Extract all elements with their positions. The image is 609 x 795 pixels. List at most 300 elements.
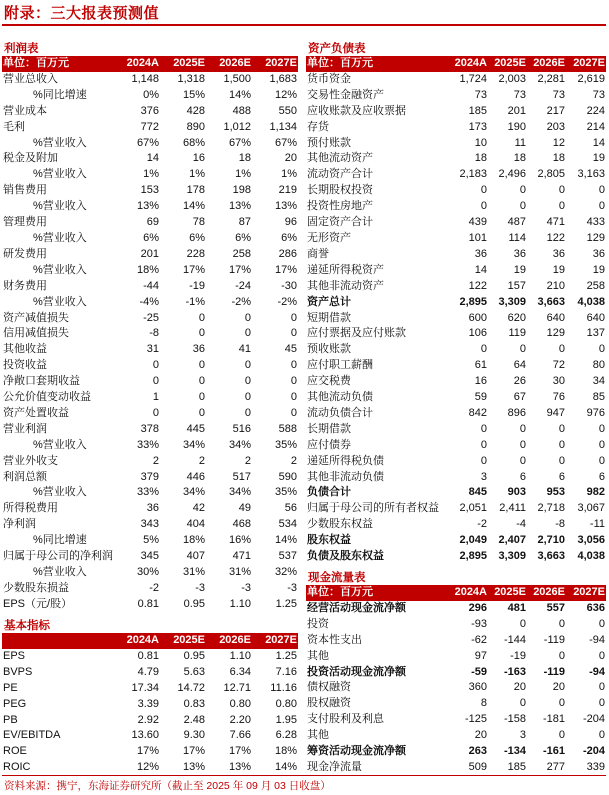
- table-row: [306, 406, 606, 422]
- row-label: ROIC: [3, 761, 31, 774]
- cell-value: 0: [244, 406, 251, 419]
- row-label: 货币资金: [307, 72, 351, 85]
- cell-value: 376: [140, 104, 159, 117]
- cell-value: 0: [198, 391, 205, 404]
- cell-value: 35%: [274, 438, 297, 451]
- cell-value: 1,134: [269, 120, 297, 133]
- table-row: [306, 279, 606, 295]
- cell-value: 1.10: [229, 597, 251, 610]
- cell-value: 101: [468, 231, 487, 244]
- year-header: 2024A: [446, 585, 488, 601]
- cell-value: 45: [284, 343, 297, 356]
- cell-value: 0.95: [183, 649, 205, 662]
- cell-value: 13%: [182, 761, 205, 774]
- cell-value: 33%: [136, 486, 159, 499]
- cell-value: 0.80: [229, 697, 251, 710]
- cell-value: 13%: [136, 200, 159, 213]
- table-row: [2, 470, 298, 486]
- cell-value: 0: [244, 359, 251, 372]
- income-statement-table: [2, 56, 298, 613]
- row-label: 预收账款: [307, 343, 351, 356]
- cell-value: 0: [558, 617, 565, 630]
- cell-value: 3,163: [577, 168, 605, 181]
- cell-value: 228: [186, 247, 205, 260]
- table-row: [306, 501, 606, 517]
- cell-value: 59: [474, 391, 487, 404]
- cell-value: 19: [552, 263, 565, 276]
- cell-value: -19: [189, 279, 205, 292]
- cell-value: 30%: [136, 566, 159, 578]
- cell-value: 32%: [274, 566, 297, 578]
- cell-value: 2,619: [577, 72, 605, 85]
- cell-value: 12%: [274, 88, 297, 101]
- row-label: 公允价值变动收益: [3, 391, 91, 404]
- cell-value: 14%: [228, 88, 251, 101]
- cell-value: 13%: [274, 200, 297, 213]
- cell-value: 277: [546, 760, 565, 773]
- cell-value: 0: [519, 184, 526, 197]
- cell-value: -11: [589, 518, 605, 531]
- cell-value: 16: [474, 375, 487, 388]
- cell-value: 72: [552, 359, 565, 372]
- cell-value: 14: [592, 136, 605, 149]
- cell-value: 68%: [182, 136, 205, 149]
- cell-value: 0: [598, 617, 605, 630]
- cell-value: 12.71: [223, 681, 251, 694]
- cell-value: 439: [468, 216, 487, 229]
- table-row: [2, 231, 298, 247]
- indicators-section-title: 基本指标: [4, 620, 50, 632]
- cell-value: 18%: [182, 534, 205, 547]
- cell-value: -158: [503, 713, 526, 726]
- cell-value: 137: [586, 327, 605, 340]
- row-label: %营业收入: [33, 136, 87, 149]
- cell-value: 842: [468, 406, 487, 419]
- cell-value: -119: [543, 665, 565, 678]
- cell-value: 590: [278, 470, 297, 483]
- cell-value: 2,049: [459, 534, 487, 547]
- table-row: [2, 279, 298, 295]
- cell-value: 0: [558, 729, 565, 742]
- cell-value: 0: [598, 200, 605, 213]
- row-label: 长期借款: [307, 422, 351, 435]
- cell-value: 20: [513, 681, 526, 694]
- cell-value: 0: [290, 391, 297, 404]
- cell-value: 36: [592, 247, 605, 260]
- cell-value: 214: [586, 120, 605, 133]
- cell-value: 953: [546, 486, 565, 499]
- cell-value: 18%: [274, 745, 297, 758]
- row-label: ROE: [3, 745, 27, 758]
- cell-value: 17%: [136, 745, 159, 758]
- year-header: 2027E: [252, 56, 298, 72]
- row-label: 营业利润: [3, 422, 47, 435]
- row-label: PB: [3, 713, 18, 726]
- cell-value: 203: [546, 120, 565, 133]
- row-label: 其他流动负债: [307, 391, 373, 404]
- row-label: 应付债券: [307, 438, 351, 451]
- cell-value: 6%: [143, 231, 159, 244]
- cell-value: 0: [480, 184, 487, 197]
- cell-value: 30: [552, 375, 565, 388]
- row-label: 归属于母公司的净利润: [3, 550, 113, 563]
- cell-value: 5.63: [183, 665, 205, 678]
- cell-value: 0: [519, 454, 526, 467]
- cell-value: 0.81: [137, 649, 159, 662]
- cell-value: 201: [140, 247, 159, 260]
- cell-value: -2: [477, 518, 487, 531]
- row-label: 预付账款: [307, 136, 351, 149]
- row-label: 少数股东损益: [3, 581, 69, 594]
- row-label: %同比增速: [33, 88, 87, 101]
- cell-value: 550: [278, 104, 297, 117]
- row-label: 应付票据及应付账款: [307, 327, 406, 340]
- row-label: 其他: [307, 649, 329, 662]
- cell-value: 620: [507, 311, 526, 324]
- row-label: %营业收入: [33, 263, 87, 276]
- table-row: [306, 438, 606, 454]
- cell-value: 78: [192, 216, 205, 229]
- cell-value: 17.34: [131, 681, 159, 694]
- table-row: [306, 601, 606, 617]
- cell-value: 129: [546, 327, 565, 340]
- cell-value: 69: [146, 216, 159, 229]
- cell-value: -94: [589, 665, 605, 678]
- cell-value: -204: [582, 745, 605, 758]
- cell-value: 0: [244, 391, 251, 404]
- table-row: [2, 597, 298, 613]
- cell-value: 258: [586, 279, 605, 292]
- row-label: 无形资产: [307, 231, 351, 244]
- cell-value: 636: [586, 601, 605, 614]
- cell-value: 0: [558, 697, 565, 710]
- cell-value: -93: [471, 617, 487, 630]
- table-row: [2, 374, 298, 390]
- cell-value: 6%: [189, 231, 205, 244]
- table-row: [306, 696, 606, 712]
- cell-value: 0: [290, 375, 297, 388]
- cell-value: 87: [238, 216, 251, 229]
- cell-value: 31%: [228, 566, 251, 578]
- table-row: [306, 374, 606, 390]
- table-row: [306, 342, 606, 358]
- cell-value: 3: [519, 729, 526, 742]
- cell-value: 845: [468, 486, 487, 499]
- cell-value: 185: [507, 760, 526, 773]
- cell-value: 17%: [182, 745, 205, 758]
- cell-value: 13.60: [131, 729, 159, 742]
- cell-value: 6%: [281, 231, 297, 244]
- row-label: 毛利: [3, 120, 25, 133]
- cell-value: 157: [507, 279, 526, 292]
- cell-value: 61: [474, 359, 487, 372]
- cell-value: 1.95: [275, 713, 297, 726]
- row-label: 归属于母公司的所有者权益: [307, 502, 439, 515]
- cell-value: -59: [471, 665, 487, 678]
- cell-value: 122: [546, 231, 565, 244]
- cell-value: 0: [519, 343, 526, 356]
- cell-value: 14: [146, 152, 159, 165]
- table-row: [2, 422, 298, 438]
- row-label: 股东权益: [307, 534, 351, 547]
- cell-value: 379: [140, 470, 159, 483]
- header-row: [2, 633, 298, 649]
- cell-value: 19: [592, 263, 605, 276]
- cell-value: -163: [503, 665, 526, 678]
- cell-value: 407: [186, 550, 205, 563]
- cell-value: 122: [468, 279, 487, 292]
- cell-value: 0: [290, 406, 297, 419]
- cashflow-section-title: 现金流量表: [308, 572, 366, 584]
- cell-value: 33%: [136, 438, 159, 451]
- row-label: %营业收入: [33, 438, 87, 451]
- cell-value: 2,710: [537, 534, 565, 547]
- cell-value: -19: [510, 649, 526, 662]
- cell-value: 0: [558, 422, 565, 435]
- row-label: 投资活动现金流净额: [307, 665, 406, 678]
- row-label: 投资收益: [3, 359, 47, 372]
- table-row: [306, 295, 606, 311]
- cell-value: 49: [238, 502, 251, 515]
- cell-value: 537: [278, 550, 297, 563]
- table-row: [306, 167, 606, 183]
- year-header: 2025E: [160, 633, 206, 649]
- cell-value: 0: [480, 343, 487, 356]
- table-row: [2, 136, 298, 152]
- balance-sheet-table: [306, 56, 606, 565]
- row-label: 其他收益: [3, 343, 47, 356]
- cell-value: 6: [558, 470, 565, 483]
- cell-value: 4,038: [577, 295, 605, 308]
- cell-value: 7.16: [275, 665, 297, 678]
- cell-value: 34%: [228, 486, 251, 499]
- cell-value: -2: [149, 581, 159, 594]
- title-divider: [2, 24, 606, 26]
- table-row: [2, 263, 298, 279]
- cell-value: 0: [598, 184, 605, 197]
- table-row: [2, 760, 298, 776]
- row-label: 经营活动现金流净额: [307, 601, 406, 614]
- cell-value: 445: [186, 422, 205, 435]
- table-row: [2, 342, 298, 358]
- cell-value: 11: [514, 136, 526, 149]
- cell-value: -94: [589, 633, 605, 646]
- cashflow-table: [306, 585, 606, 776]
- row-label: %营业收入: [33, 231, 87, 244]
- cell-value: 0: [198, 327, 205, 340]
- cell-value: 19: [592, 152, 605, 165]
- cell-value: 3,309: [498, 550, 526, 563]
- table-row: [306, 485, 606, 501]
- cell-value: 1%: [281, 168, 297, 181]
- cell-value: -1%: [185, 295, 205, 308]
- year-header: 2024A: [114, 633, 160, 649]
- table-row: [2, 199, 298, 215]
- cell-value: 0: [519, 422, 526, 435]
- cell-value: 0: [598, 454, 605, 467]
- year-header: 2027E: [566, 56, 606, 72]
- year-header: 2026E: [206, 633, 252, 649]
- row-label: 少数股东权益: [307, 518, 373, 531]
- cell-value: -3: [241, 581, 251, 594]
- table-row: [306, 517, 606, 533]
- cell-value: 1.25: [275, 597, 297, 610]
- table-row: [2, 438, 298, 454]
- table-row: [306, 728, 606, 744]
- unit-label: 单位：百万元: [306, 585, 446, 601]
- year-header: 2025E: [160, 56, 206, 72]
- year-header: 2025E: [488, 56, 527, 72]
- cell-value: -125: [464, 713, 487, 726]
- cell-value: 34%: [228, 438, 251, 451]
- table-row: [306, 136, 606, 152]
- table-row: [306, 120, 606, 136]
- cell-value: 224: [586, 104, 605, 117]
- cell-value: 0: [519, 438, 526, 451]
- cell-value: 15%: [182, 88, 205, 101]
- cell-value: 0: [198, 375, 205, 388]
- cell-value: 7.66: [229, 729, 251, 742]
- cell-value: 0: [598, 422, 605, 435]
- cell-value: 2,051: [459, 502, 487, 515]
- cell-value: 219: [278, 184, 297, 197]
- cell-value: 11.16: [270, 681, 297, 694]
- cell-value: 1,683: [269, 72, 297, 85]
- cell-value: 1.10: [229, 649, 251, 662]
- row-label: 交易性金融资产: [307, 88, 384, 101]
- row-label: %营业收入: [33, 168, 87, 181]
- cell-value: 517: [232, 470, 251, 483]
- cell-value: 18: [513, 152, 526, 165]
- row-label: EPS（元/股）: [3, 597, 73, 610]
- row-label: 营业成本: [3, 104, 47, 117]
- cell-value: 0: [244, 311, 251, 324]
- row-label: 研发费用: [3, 247, 47, 260]
- cell-value: 2: [290, 454, 297, 467]
- cell-value: 96: [284, 216, 297, 229]
- year-header: 2027E: [252, 633, 298, 649]
- indicators-table: [2, 633, 298, 776]
- row-label: 投资性房地产: [307, 200, 373, 213]
- cell-value: -181: [542, 713, 565, 726]
- row-label: 筹资活动现金流净额: [307, 745, 406, 758]
- table-row: [2, 565, 298, 581]
- table-row: [2, 744, 298, 760]
- cell-value: 73: [552, 88, 565, 101]
- cell-value: 178: [186, 184, 205, 197]
- cell-value: 3: [480, 470, 487, 483]
- table-row: [2, 713, 298, 729]
- table-row: [306, 104, 606, 120]
- cell-value: 73: [513, 88, 526, 101]
- table-row: [306, 760, 606, 776]
- cell-value: 0: [558, 200, 565, 213]
- cell-value: 36: [513, 247, 526, 260]
- cell-value: 2,281: [537, 72, 565, 85]
- cell-value: 0: [244, 375, 251, 388]
- row-label: %营业收入: [33, 486, 87, 499]
- row-label: 商誉: [307, 247, 329, 260]
- cell-value: 106: [468, 327, 487, 340]
- cell-value: 896: [507, 406, 526, 419]
- table-row: [306, 665, 606, 681]
- cell-value: 404: [186, 518, 205, 531]
- table-row: [306, 549, 606, 565]
- row-label: 长期股权投资: [307, 184, 373, 197]
- row-label: 其他流动资产: [307, 152, 373, 165]
- cell-value: 18: [238, 152, 251, 165]
- cell-value: 588: [278, 422, 297, 435]
- cell-value: 0: [598, 649, 605, 662]
- cell-value: 20: [552, 681, 565, 694]
- row-label: 负债及股东权益: [307, 550, 384, 563]
- cell-value: 263: [468, 745, 487, 758]
- cell-value: 947: [546, 406, 565, 419]
- cell-value: 12%: [136, 761, 159, 774]
- cell-value: 129: [586, 231, 605, 244]
- table-row: [2, 454, 298, 470]
- header-row: [2, 56, 298, 72]
- cell-value: 67%: [274, 136, 297, 149]
- cell-value: -30: [281, 279, 297, 292]
- cell-value: 2,718: [537, 502, 565, 515]
- table-row: [306, 72, 606, 88]
- cell-value: 34%: [182, 486, 205, 499]
- cell-value: 119: [508, 327, 526, 340]
- cell-value: 73: [474, 88, 487, 101]
- cell-value: 67%: [136, 136, 159, 149]
- cell-value: 18%: [136, 263, 159, 276]
- cell-value: 286: [278, 247, 297, 260]
- row-label: 所得税费用: [3, 502, 58, 515]
- row-label: 资产总计: [307, 295, 351, 308]
- cell-value: 13%: [228, 200, 251, 213]
- cell-value: 1,148: [131, 72, 159, 85]
- table-row: [306, 247, 606, 263]
- cell-value: 534: [278, 518, 297, 531]
- cell-value: 1,318: [177, 72, 205, 85]
- header-blank: [2, 633, 114, 649]
- year-header: 2026E: [527, 56, 566, 72]
- cell-value: 3,056: [577, 534, 605, 547]
- row-label: %同比增速: [33, 534, 87, 547]
- cell-value: 85: [592, 391, 605, 404]
- cell-value: 0: [290, 311, 297, 324]
- table-row: [2, 167, 298, 183]
- cell-value: 31%: [182, 566, 205, 578]
- row-label: 营业总收入: [3, 72, 58, 85]
- cell-value: 2,895: [459, 550, 487, 563]
- cell-value: 14%: [182, 200, 205, 213]
- row-label: 投资: [307, 617, 329, 630]
- cell-value: -3: [195, 581, 205, 594]
- cell-value: 198: [232, 184, 251, 197]
- table-row: [306, 454, 606, 470]
- cell-value: 2,407: [498, 534, 526, 547]
- cell-value: 2: [152, 454, 159, 467]
- table-row: [2, 406, 298, 422]
- cell-value: 76: [552, 391, 565, 404]
- table-row: [2, 183, 298, 199]
- table-row: [2, 549, 298, 565]
- table-row: [306, 311, 606, 327]
- table-row: [306, 680, 606, 696]
- row-label: PEG: [3, 697, 27, 710]
- cell-value: 2,003: [498, 72, 526, 85]
- cell-value: 0: [480, 422, 487, 435]
- cell-value: 0%: [143, 88, 159, 101]
- cell-value: 17%: [182, 263, 205, 276]
